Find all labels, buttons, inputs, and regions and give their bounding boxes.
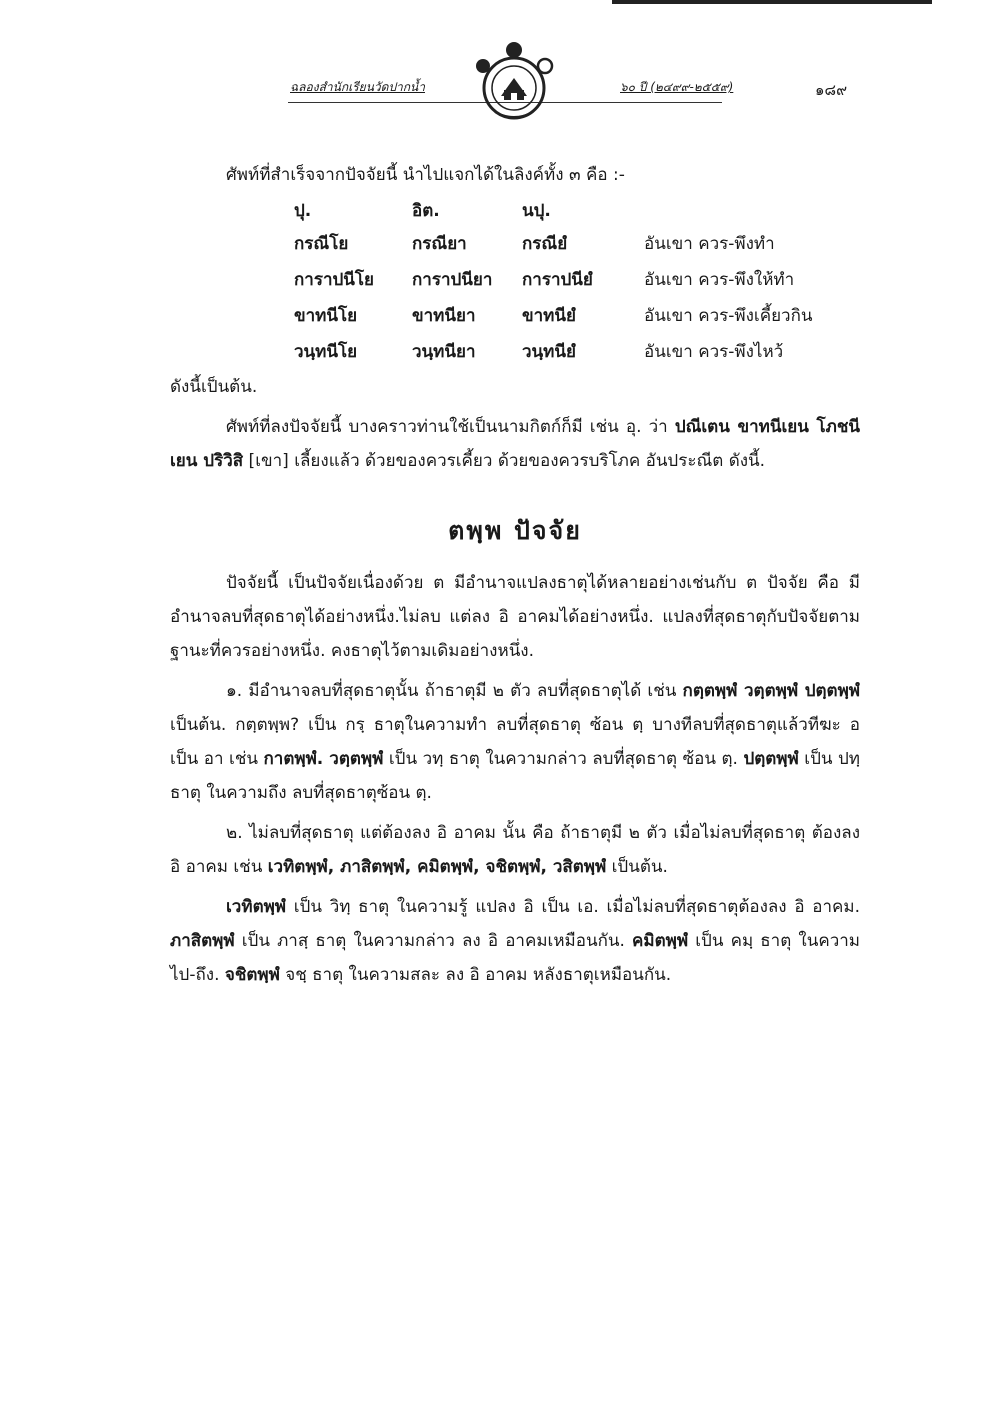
table-row — [294, 298, 860, 334]
table-meaning: อันเขา ควร-พึงไหว้ — [644, 342, 784, 362]
text-run: ๑. มีอำนาจลบที่สุดธาตุนั้น ถ้าธาตุมี ๒ ตัว ลบที่สุดธาตุได้ เช่น — [226, 681, 683, 701]
text-run: เป็นต้น. กตฺตพฺพ? เป็น กรฺ ธาตุในความทำ ลบที่สุดธาตุ ซ้อน ตฺ บางทีลบที่สุดธาตุแล้วทีฆะ อ เป็น อา เช่น — [170, 715, 860, 769]
bold-term: จชิตพฺพํ — [224, 965, 280, 985]
section-heading: ตพฺพ ปัจจัย — [448, 516, 582, 545]
table-cell: วนฺทนียํ — [522, 342, 576, 362]
text-run: [เขา] เลี้ยงแล้ว ด้วยของควรเคี้ยว ด้วยของควรบริโภค อันประณีต ดังนี้. — [243, 451, 766, 471]
table-row — [294, 262, 860, 298]
declension-table — [294, 196, 860, 370]
page-number: ๑๘๙ — [815, 81, 848, 99]
table-cell: วนฺทนียา — [412, 342, 476, 362]
table-cell: การาปนีโย — [294, 270, 375, 290]
paragraph-intro-tabba: ปัจจัยนี้ เป็นปัจจัยเนื่องด้วย ต มีอำนาจแปลงธาตุได้หลายอย่างเช่นกับ ต ปัจจัย คือ มีอำนาจลบที่สุดธาตุได้อย่างหนึ่ง.ไม่ลบ แต่ลง อิ อาคมได้อย่างหนึ่ง. แปลงที่สุดธาตุกับปัจจัยตามฐานะที่ควรอย่างหนึ่ง. คงธาตุไว้ตามเดิมอย่างหนึ่ง. — [170, 573, 860, 661]
paragraph-examples — [170, 890, 860, 992]
text-run: เป็นต้น. — [606, 857, 668, 877]
table-meaning: อันเขา ควร-พึงทำ — [644, 234, 775, 254]
text-run: ศัพท์ที่ลงปัจจัยนี้ บางคราวท่านใช้เป็นนามกิตก์ก็มี เช่น อุ. ว่า — [226, 417, 675, 437]
table-cell: กรณียํ — [522, 234, 568, 254]
table-cell: วนฺทนีโย — [294, 342, 358, 362]
text-run: เป็น วทฺ ธาตุ ในความกล่าว ลบที่สุดธาตุ ซ้อน ตฺ. — [383, 749, 744, 769]
table-meaning: อันเขา ควร-พึงเคี้ยวกิน — [644, 306, 813, 326]
bold-term: ภาสิตพฺพํ — [170, 931, 235, 951]
table-header-cell: นปุ. — [522, 201, 551, 221]
table-header-cell: ปุ. — [294, 201, 312, 221]
temple-seal-logo — [473, 40, 555, 124]
table-cell: ขาทนียํ — [522, 306, 576, 326]
bold-term: ปณีเตน ขาทนีเยน โภชนีเยน ปริวิสิ — [170, 417, 860, 471]
rule-item-1 — [170, 674, 860, 810]
document-body — [170, 158, 860, 992]
header-left-text: ฉลองสำนักเรียนวัดปากน้ำ — [290, 80, 425, 94]
table-row — [294, 226, 860, 262]
scan-edge — [612, 0, 932, 4]
text-run: เป็น ปทฺ ธาตุ ในความถึง ลบที่สุดธาตุซ้อน ตฺ. — [170, 749, 860, 803]
table-header-row — [294, 196, 860, 226]
table-header-cell: อิต. — [412, 201, 440, 221]
text-run: ๒. ไม่ลบที่สุดธาตุ แต่ต้องลง อิ อาคม นั้น คือ ถ้าธาตุมี ๒ ตัว เมื่อไม่ลบที่สุดธาตุ ต้องลง อิ อาคม เช่น — [170, 823, 860, 877]
table-meaning: อันเขา ควร-พึงให้ทำ — [644, 270, 795, 290]
table-cell: กรณียา — [412, 234, 467, 254]
text-run: เป็น ภาสฺ ธาตุ ในความกล่าว ลง อิ อาคมเหมือนกัน. — [234, 931, 633, 951]
table-row — [294, 334, 860, 370]
text-run: จชฺ ธาตุ ในความสละ ลง อิ อาคม หลังธาตุเหมือนกัน. — [279, 965, 672, 985]
table-cell: ขาทนียา — [412, 306, 476, 326]
header-middle-text: ๖๐ ปี (๒๔๙๙-๒๕๕๙) — [620, 80, 734, 94]
bold-term: คมิตพฺพํ — [632, 931, 689, 951]
bold-term: ปตฺตพฺพํ — [743, 749, 799, 769]
bold-term: กตฺตพฺพํ วตฺตพฺพํ ปตฺตพฺพํ — [682, 681, 860, 701]
intro-line: ศัพท์ที่สำเร็จจากปัจจัยนี้ นำไปแจกได้ในลิงค์ทั้ง ๓ คือ :- — [226, 165, 625, 185]
bold-term: เวทิตพฺพํ — [226, 897, 287, 917]
paragraph-usage — [170, 410, 860, 478]
text-run: เป็น คมฺ ธาตุ ในความไป-ถึง. — [170, 931, 860, 985]
text-run: เป็น วิทฺ ธาตุ ในความรู้ แปลง อิ เป็น เอ. เมื่อไม่ลบที่สุดธาตุต้องลง อิ อาคม. — [286, 897, 860, 917]
table-cell: การาปนียํ — [522, 270, 593, 290]
table-cell: การาปนียา — [412, 270, 493, 290]
table-cell: กรณีโย — [294, 234, 349, 254]
table-cell: ขาทนีโย — [294, 306, 358, 326]
bold-term: กาตพฺพํ. วตฺตพฺพํ — [263, 749, 384, 769]
after-table-line: ดังนี้เป็นต้น. — [170, 377, 258, 397]
rule-item-2 — [170, 816, 860, 884]
bold-term: เวทิตพฺพํ, ภาสิตพฺพํ, คมิตพฺพํ, จชิตพฺพํ, วสิตพฺพํ — [267, 857, 607, 877]
